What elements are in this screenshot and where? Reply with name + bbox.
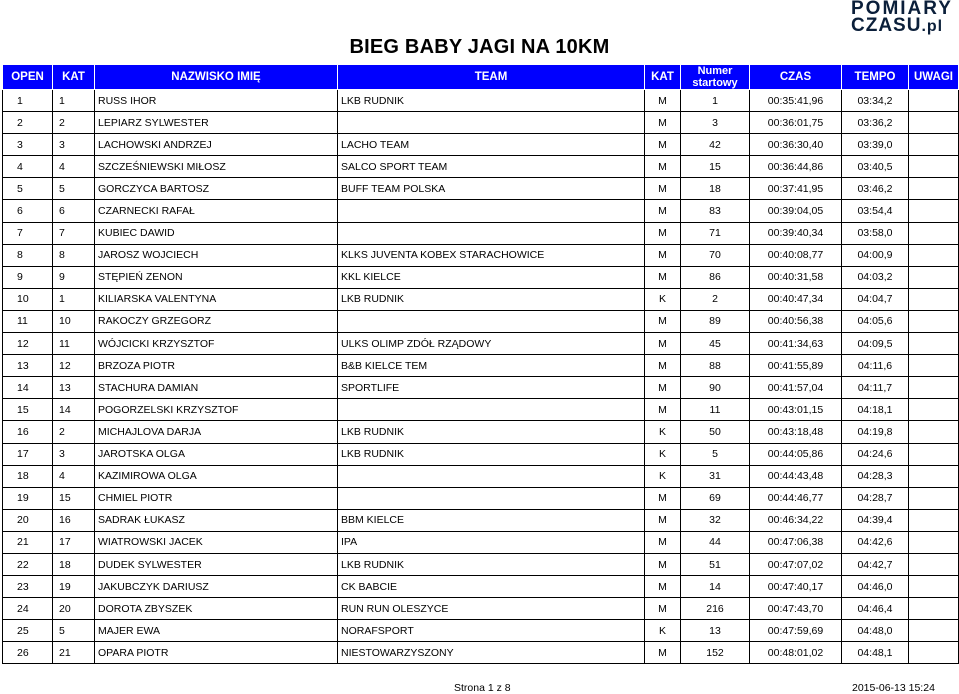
cell-team bbox=[338, 112, 645, 134]
cell-team: LKB RUDNIK bbox=[338, 553, 645, 575]
cell-pace: 04:11,6 bbox=[842, 355, 909, 377]
cell-time: 00:36:30,40 bbox=[750, 134, 842, 156]
cell-time: 00:40:47,34 bbox=[750, 288, 842, 310]
cell-open: 13 bbox=[3, 355, 53, 377]
table-row bbox=[3, 553, 959, 575]
cell-notes bbox=[909, 333, 959, 355]
cell-kat: 8 bbox=[53, 244, 95, 266]
cell-open: 3 bbox=[3, 134, 53, 156]
cell-kat: 4 bbox=[53, 156, 95, 178]
cell-name: JAKUBCZYK DARIUSZ bbox=[95, 576, 338, 598]
cell-time: 00:47:43,70 bbox=[750, 598, 842, 620]
cell-name: LEPIARZ SYLWESTER bbox=[95, 112, 338, 134]
cell-number: 44 bbox=[681, 531, 750, 553]
cell-kat: 4 bbox=[53, 465, 95, 487]
cell-kat: 20 bbox=[53, 598, 95, 620]
cell-number: 5 bbox=[681, 443, 750, 465]
cell-sex: M bbox=[645, 178, 681, 200]
table-row bbox=[3, 156, 959, 178]
cell-notes bbox=[909, 509, 959, 531]
cell-number: 71 bbox=[681, 222, 750, 244]
logo-line1: POMIARY bbox=[851, 0, 953, 19]
cell-time: 00:37:41,95 bbox=[750, 178, 842, 200]
cell-name: LACHOWSKI ANDRZEJ bbox=[95, 134, 338, 156]
cell-name: RUSS IHOR bbox=[95, 90, 338, 112]
table-row bbox=[3, 266, 959, 288]
cell-team: LKB RUDNIK bbox=[338, 421, 645, 443]
cell-notes bbox=[909, 112, 959, 134]
cell-name: DUDEK SYLWESTER bbox=[95, 553, 338, 575]
col-header-team: TEAM bbox=[338, 65, 645, 90]
cell-team: SALCO SPORT TEAM bbox=[338, 156, 645, 178]
cell-sex: M bbox=[645, 333, 681, 355]
cell-open: 21 bbox=[3, 531, 53, 553]
cell-time: 00:47:06,38 bbox=[750, 531, 842, 553]
cell-sex: M bbox=[645, 244, 681, 266]
cell-pace: 04:18,1 bbox=[842, 399, 909, 421]
cell-number: 86 bbox=[681, 266, 750, 288]
cell-notes bbox=[909, 531, 959, 553]
page-number: Strona 1 z 8 bbox=[454, 682, 511, 694]
cell-pace: 03:36,2 bbox=[842, 112, 909, 134]
cell-pace: 04:42,7 bbox=[842, 553, 909, 575]
cell-kat: 10 bbox=[53, 310, 95, 332]
cell-team: KLKS JUVENTA KOBEX STARACHOWICE bbox=[338, 244, 645, 266]
cell-pace: 04:39,4 bbox=[842, 509, 909, 531]
cell-pace: 03:54,4 bbox=[842, 200, 909, 222]
cell-kat: 1 bbox=[53, 288, 95, 310]
cell-open: 14 bbox=[3, 377, 53, 399]
cell-name: KAZIMIROWA OLGA bbox=[95, 465, 338, 487]
logo-line2 bbox=[851, 17, 955, 35]
table-row bbox=[3, 134, 959, 156]
cell-kat: 12 bbox=[53, 355, 95, 377]
cell-team bbox=[338, 222, 645, 244]
cell-number: 31 bbox=[681, 465, 750, 487]
cell-sex: M bbox=[645, 377, 681, 399]
cell-number: 83 bbox=[681, 200, 750, 222]
cell-number: 51 bbox=[681, 553, 750, 575]
cell-number: 216 bbox=[681, 598, 750, 620]
cell-open: 24 bbox=[3, 598, 53, 620]
cell-time: 00:41:34,63 bbox=[750, 333, 842, 355]
cell-time: 00:39:40,34 bbox=[750, 222, 842, 244]
cell-open: 15 bbox=[3, 399, 53, 421]
cell-team: BBM KIELCE bbox=[338, 509, 645, 531]
cell-time: 00:48:01,02 bbox=[750, 642, 842, 664]
table-row bbox=[3, 310, 959, 332]
cell-kat: 5 bbox=[53, 620, 95, 642]
cell-name: BRZOZA PIOTR bbox=[95, 355, 338, 377]
cell-name: RAKOCZY GRZEGORZ bbox=[95, 310, 338, 332]
table-row bbox=[3, 443, 959, 465]
cell-notes bbox=[909, 399, 959, 421]
cell-pace: 04:24,6 bbox=[842, 443, 909, 465]
table-row bbox=[3, 509, 959, 531]
cell-name: KILIARSKA VALENTYNA bbox=[95, 288, 338, 310]
logo bbox=[851, 0, 955, 35]
cell-open: 26 bbox=[3, 642, 53, 664]
cell-pace: 04:11,7 bbox=[842, 377, 909, 399]
cell-kat: 17 bbox=[53, 531, 95, 553]
cell-number: 1 bbox=[681, 90, 750, 112]
cell-name: CHMIEL PIOTR bbox=[95, 487, 338, 509]
cell-kat: 1 bbox=[53, 90, 95, 112]
cell-sex: M bbox=[645, 266, 681, 288]
cell-sex: M bbox=[645, 90, 681, 112]
col-header-open: OPEN bbox=[3, 65, 53, 90]
cell-time: 00:40:31,58 bbox=[750, 266, 842, 288]
page-title: BIEG BABY JAGI NA 10KM bbox=[349, 36, 610, 58]
cell-sex: M bbox=[645, 310, 681, 332]
cell-notes bbox=[909, 200, 959, 222]
cell-sex: M bbox=[645, 156, 681, 178]
cell-pace: 04:04,7 bbox=[842, 288, 909, 310]
cell-sex: M bbox=[645, 134, 681, 156]
cell-team: NIESTOWARZYSZONY bbox=[338, 642, 645, 664]
cell-open: 16 bbox=[3, 421, 53, 443]
cell-notes bbox=[909, 377, 959, 399]
cell-kat: 7 bbox=[53, 222, 95, 244]
col-header-time: CZAS bbox=[750, 65, 842, 90]
cell-team: RUN RUN OLESZYCE bbox=[338, 598, 645, 620]
table-row bbox=[3, 288, 959, 310]
table-row bbox=[3, 642, 959, 664]
cell-name: DOROTA ZBYSZEK bbox=[95, 598, 338, 620]
cell-sex: M bbox=[645, 642, 681, 664]
cell-name: SADRAK ŁUKASZ bbox=[95, 509, 338, 531]
cell-number: 2 bbox=[681, 288, 750, 310]
cell-notes bbox=[909, 355, 959, 377]
cell-number: 3 bbox=[681, 112, 750, 134]
cell-open: 9 bbox=[3, 266, 53, 288]
cell-pace: 04:28,3 bbox=[842, 465, 909, 487]
cell-name: JAROSZ WOJCIECH bbox=[95, 244, 338, 266]
cell-pace: 03:40,5 bbox=[842, 156, 909, 178]
table-row bbox=[3, 465, 959, 487]
logo-line2-suffix: .pl bbox=[921, 18, 944, 35]
cell-time: 00:43:18,48 bbox=[750, 421, 842, 443]
cell-team bbox=[338, 487, 645, 509]
col-header-pace: TEMPO bbox=[842, 65, 909, 90]
cell-time: 00:47:59,69 bbox=[750, 620, 842, 642]
cell-notes bbox=[909, 90, 959, 112]
cell-number: 90 bbox=[681, 377, 750, 399]
cell-kat: 15 bbox=[53, 487, 95, 509]
cell-kat: 2 bbox=[53, 112, 95, 134]
cell-name: JAROTSKA OLGA bbox=[95, 443, 338, 465]
cell-sex: M bbox=[645, 509, 681, 531]
cell-kat: 13 bbox=[53, 377, 95, 399]
table-row bbox=[3, 531, 959, 553]
table-row bbox=[3, 399, 959, 421]
cell-name: MICHAJLOVA DARJA bbox=[95, 421, 338, 443]
cell-pace: 04:19,8 bbox=[842, 421, 909, 443]
cell-number: 32 bbox=[681, 509, 750, 531]
cell-time: 00:43:01,15 bbox=[750, 399, 842, 421]
table-row bbox=[3, 222, 959, 244]
cell-notes bbox=[909, 421, 959, 443]
table-row bbox=[3, 244, 959, 266]
cell-sex: M bbox=[645, 598, 681, 620]
cell-name: POGORZELSKI KRZYSZTOF bbox=[95, 399, 338, 421]
cell-kat: 9 bbox=[53, 266, 95, 288]
cell-time: 00:40:56,38 bbox=[750, 310, 842, 332]
cell-name: CZARNECKI RAFAŁ bbox=[95, 200, 338, 222]
cell-time: 00:39:04,05 bbox=[750, 200, 842, 222]
cell-kat: 16 bbox=[53, 509, 95, 531]
cell-sex: M bbox=[645, 200, 681, 222]
cell-open: 5 bbox=[3, 178, 53, 200]
cell-pace: 03:34,2 bbox=[842, 90, 909, 112]
cell-notes bbox=[909, 487, 959, 509]
table-row bbox=[3, 598, 959, 620]
cell-kat: 3 bbox=[53, 134, 95, 156]
cell-open: 1 bbox=[3, 90, 53, 112]
cell-notes bbox=[909, 134, 959, 156]
cell-sex: K bbox=[645, 443, 681, 465]
cell-pace: 03:39,0 bbox=[842, 134, 909, 156]
cell-team: LKB RUDNIK bbox=[338, 90, 645, 112]
table-row bbox=[3, 178, 959, 200]
cell-notes bbox=[909, 266, 959, 288]
table-row bbox=[3, 576, 959, 598]
cell-kat: 2 bbox=[53, 421, 95, 443]
cell-notes bbox=[909, 156, 959, 178]
cell-number: 50 bbox=[681, 421, 750, 443]
cell-team: SPORTLIFE bbox=[338, 377, 645, 399]
cell-team: LKB RUDNIK bbox=[338, 288, 645, 310]
cell-notes bbox=[909, 598, 959, 620]
cell-number: 13 bbox=[681, 620, 750, 642]
cell-notes bbox=[909, 465, 959, 487]
cell-open: 20 bbox=[3, 509, 53, 531]
cell-name: WIATROWSKI JACEK bbox=[95, 531, 338, 553]
cell-team: LKB RUDNIK bbox=[338, 443, 645, 465]
cell-open: 6 bbox=[3, 200, 53, 222]
cell-pace: 04:09,5 bbox=[842, 333, 909, 355]
table-row bbox=[3, 620, 959, 642]
cell-pace: 04:46,0 bbox=[842, 576, 909, 598]
cell-kat: 21 bbox=[53, 642, 95, 664]
table-row bbox=[3, 90, 959, 112]
cell-time: 00:46:34,22 bbox=[750, 509, 842, 531]
cell-kat: 5 bbox=[53, 178, 95, 200]
cell-number: 14 bbox=[681, 576, 750, 598]
cell-number: 152 bbox=[681, 642, 750, 664]
cell-sex: K bbox=[645, 620, 681, 642]
cell-number: 18 bbox=[681, 178, 750, 200]
cell-time: 00:44:05,86 bbox=[750, 443, 842, 465]
cell-open: 12 bbox=[3, 333, 53, 355]
cell-name: STACHURA DAMIAN bbox=[95, 377, 338, 399]
cell-open: 18 bbox=[3, 465, 53, 487]
table-row bbox=[3, 112, 959, 134]
cell-name: KUBIEC DAWID bbox=[95, 222, 338, 244]
cell-sex: K bbox=[645, 288, 681, 310]
cell-open: 25 bbox=[3, 620, 53, 642]
cell-name: GORCZYCA BARTOSZ bbox=[95, 178, 338, 200]
cell-notes bbox=[909, 222, 959, 244]
cell-team: B&B KIELCE TEM bbox=[338, 355, 645, 377]
cell-time: 00:36:01,75 bbox=[750, 112, 842, 134]
cell-pace: 04:00,9 bbox=[842, 244, 909, 266]
cell-name: STĘPIEŃ ZENON bbox=[95, 266, 338, 288]
cell-notes bbox=[909, 288, 959, 310]
cell-sex: M bbox=[645, 399, 681, 421]
cell-time: 00:40:08,77 bbox=[750, 244, 842, 266]
cell-open: 11 bbox=[3, 310, 53, 332]
cell-number: 70 bbox=[681, 244, 750, 266]
col-header-name: NAZWISKO IMIĘ bbox=[95, 65, 338, 90]
cell-team bbox=[338, 399, 645, 421]
cell-open: 19 bbox=[3, 487, 53, 509]
cell-open: 10 bbox=[3, 288, 53, 310]
cell-notes bbox=[909, 576, 959, 598]
cell-name: SZCZEŚNIEWSKI MIŁOSZ bbox=[95, 156, 338, 178]
col-header-sex: KAT bbox=[645, 65, 681, 90]
cell-pace: 04:28,7 bbox=[842, 487, 909, 509]
cell-pace: 04:03,2 bbox=[842, 266, 909, 288]
cell-team: BUFF TEAM POLSKA bbox=[338, 178, 645, 200]
col-header-notes: UWAGI bbox=[909, 65, 959, 90]
cell-team: IPA bbox=[338, 531, 645, 553]
cell-kat: 14 bbox=[53, 399, 95, 421]
cell-number: 45 bbox=[681, 333, 750, 355]
cell-open: 2 bbox=[3, 112, 53, 134]
cell-kat: 6 bbox=[53, 200, 95, 222]
cell-team: ULKS OLIMP ZDÓŁ RZĄDOWY bbox=[338, 333, 645, 355]
table-row bbox=[3, 377, 959, 399]
cell-sex: M bbox=[645, 487, 681, 509]
cell-team: KKL KIELCE bbox=[338, 266, 645, 288]
cell-open: 4 bbox=[3, 156, 53, 178]
cell-name: WÓJCICKI KRZYSZTOF bbox=[95, 333, 338, 355]
cell-number: 11 bbox=[681, 399, 750, 421]
cell-name: OPARA PIOTR bbox=[95, 642, 338, 664]
cell-sex: K bbox=[645, 465, 681, 487]
cell-open: 23 bbox=[3, 576, 53, 598]
cell-notes bbox=[909, 443, 959, 465]
cell-notes bbox=[909, 620, 959, 642]
cell-notes bbox=[909, 244, 959, 266]
cell-number: 15 bbox=[681, 156, 750, 178]
cell-time: 00:44:43,48 bbox=[750, 465, 842, 487]
cell-kat: 18 bbox=[53, 553, 95, 575]
cell-notes bbox=[909, 310, 959, 332]
table-row bbox=[3, 200, 959, 222]
cell-name: MAJER EWA bbox=[95, 620, 338, 642]
cell-open: 22 bbox=[3, 553, 53, 575]
table-header-row bbox=[3, 65, 959, 90]
cell-time: 00:41:55,89 bbox=[750, 355, 842, 377]
cell-team: CK BABCIE bbox=[338, 576, 645, 598]
cell-sex: M bbox=[645, 576, 681, 598]
col-header-number: Numer startowy bbox=[681, 65, 750, 90]
cell-notes bbox=[909, 178, 959, 200]
cell-number: 89 bbox=[681, 310, 750, 332]
table-row bbox=[3, 333, 959, 355]
cell-team: NORAFSPORT bbox=[338, 620, 645, 642]
cell-pace: 04:05,6 bbox=[842, 310, 909, 332]
cell-notes bbox=[909, 642, 959, 664]
cell-pace: 03:46,2 bbox=[842, 178, 909, 200]
cell-sex: M bbox=[645, 531, 681, 553]
results-table bbox=[2, 64, 959, 664]
cell-team: LACHO TEAM bbox=[338, 134, 645, 156]
cell-sex: M bbox=[645, 112, 681, 134]
table-row bbox=[3, 355, 959, 377]
cell-number: 42 bbox=[681, 134, 750, 156]
print-timestamp: 2015-06-13 15:24 bbox=[852, 682, 935, 694]
cell-sex: M bbox=[645, 553, 681, 575]
cell-kat: 19 bbox=[53, 576, 95, 598]
cell-open: 8 bbox=[3, 244, 53, 266]
col-header-kat: KAT bbox=[53, 65, 95, 90]
cell-time: 00:35:41,96 bbox=[750, 90, 842, 112]
cell-pace: 04:46,4 bbox=[842, 598, 909, 620]
cell-number: 88 bbox=[681, 355, 750, 377]
cell-time: 00:47:07,02 bbox=[750, 553, 842, 575]
cell-time: 00:36:44,86 bbox=[750, 156, 842, 178]
cell-time: 00:41:57,04 bbox=[750, 377, 842, 399]
cell-sex: M bbox=[645, 355, 681, 377]
cell-open: 17 bbox=[3, 443, 53, 465]
cell-pace: 04:42,6 bbox=[842, 531, 909, 553]
cell-team bbox=[338, 310, 645, 332]
cell-notes bbox=[909, 553, 959, 575]
cell-team bbox=[338, 465, 645, 487]
cell-number: 69 bbox=[681, 487, 750, 509]
cell-pace: 04:48,1 bbox=[842, 642, 909, 664]
cell-kat: 11 bbox=[53, 333, 95, 355]
logo-line2-main: CZASU bbox=[851, 15, 922, 36]
cell-time: 00:44:46,77 bbox=[750, 487, 842, 509]
cell-pace: 03:58,0 bbox=[842, 222, 909, 244]
cell-kat: 3 bbox=[53, 443, 95, 465]
cell-open: 7 bbox=[3, 222, 53, 244]
cell-sex: M bbox=[645, 222, 681, 244]
table-row bbox=[3, 487, 959, 509]
cell-pace: 04:48,0 bbox=[842, 620, 909, 642]
cell-sex: K bbox=[645, 421, 681, 443]
table-row bbox=[3, 421, 959, 443]
cell-time: 00:47:40,17 bbox=[750, 576, 842, 598]
cell-team bbox=[338, 200, 645, 222]
